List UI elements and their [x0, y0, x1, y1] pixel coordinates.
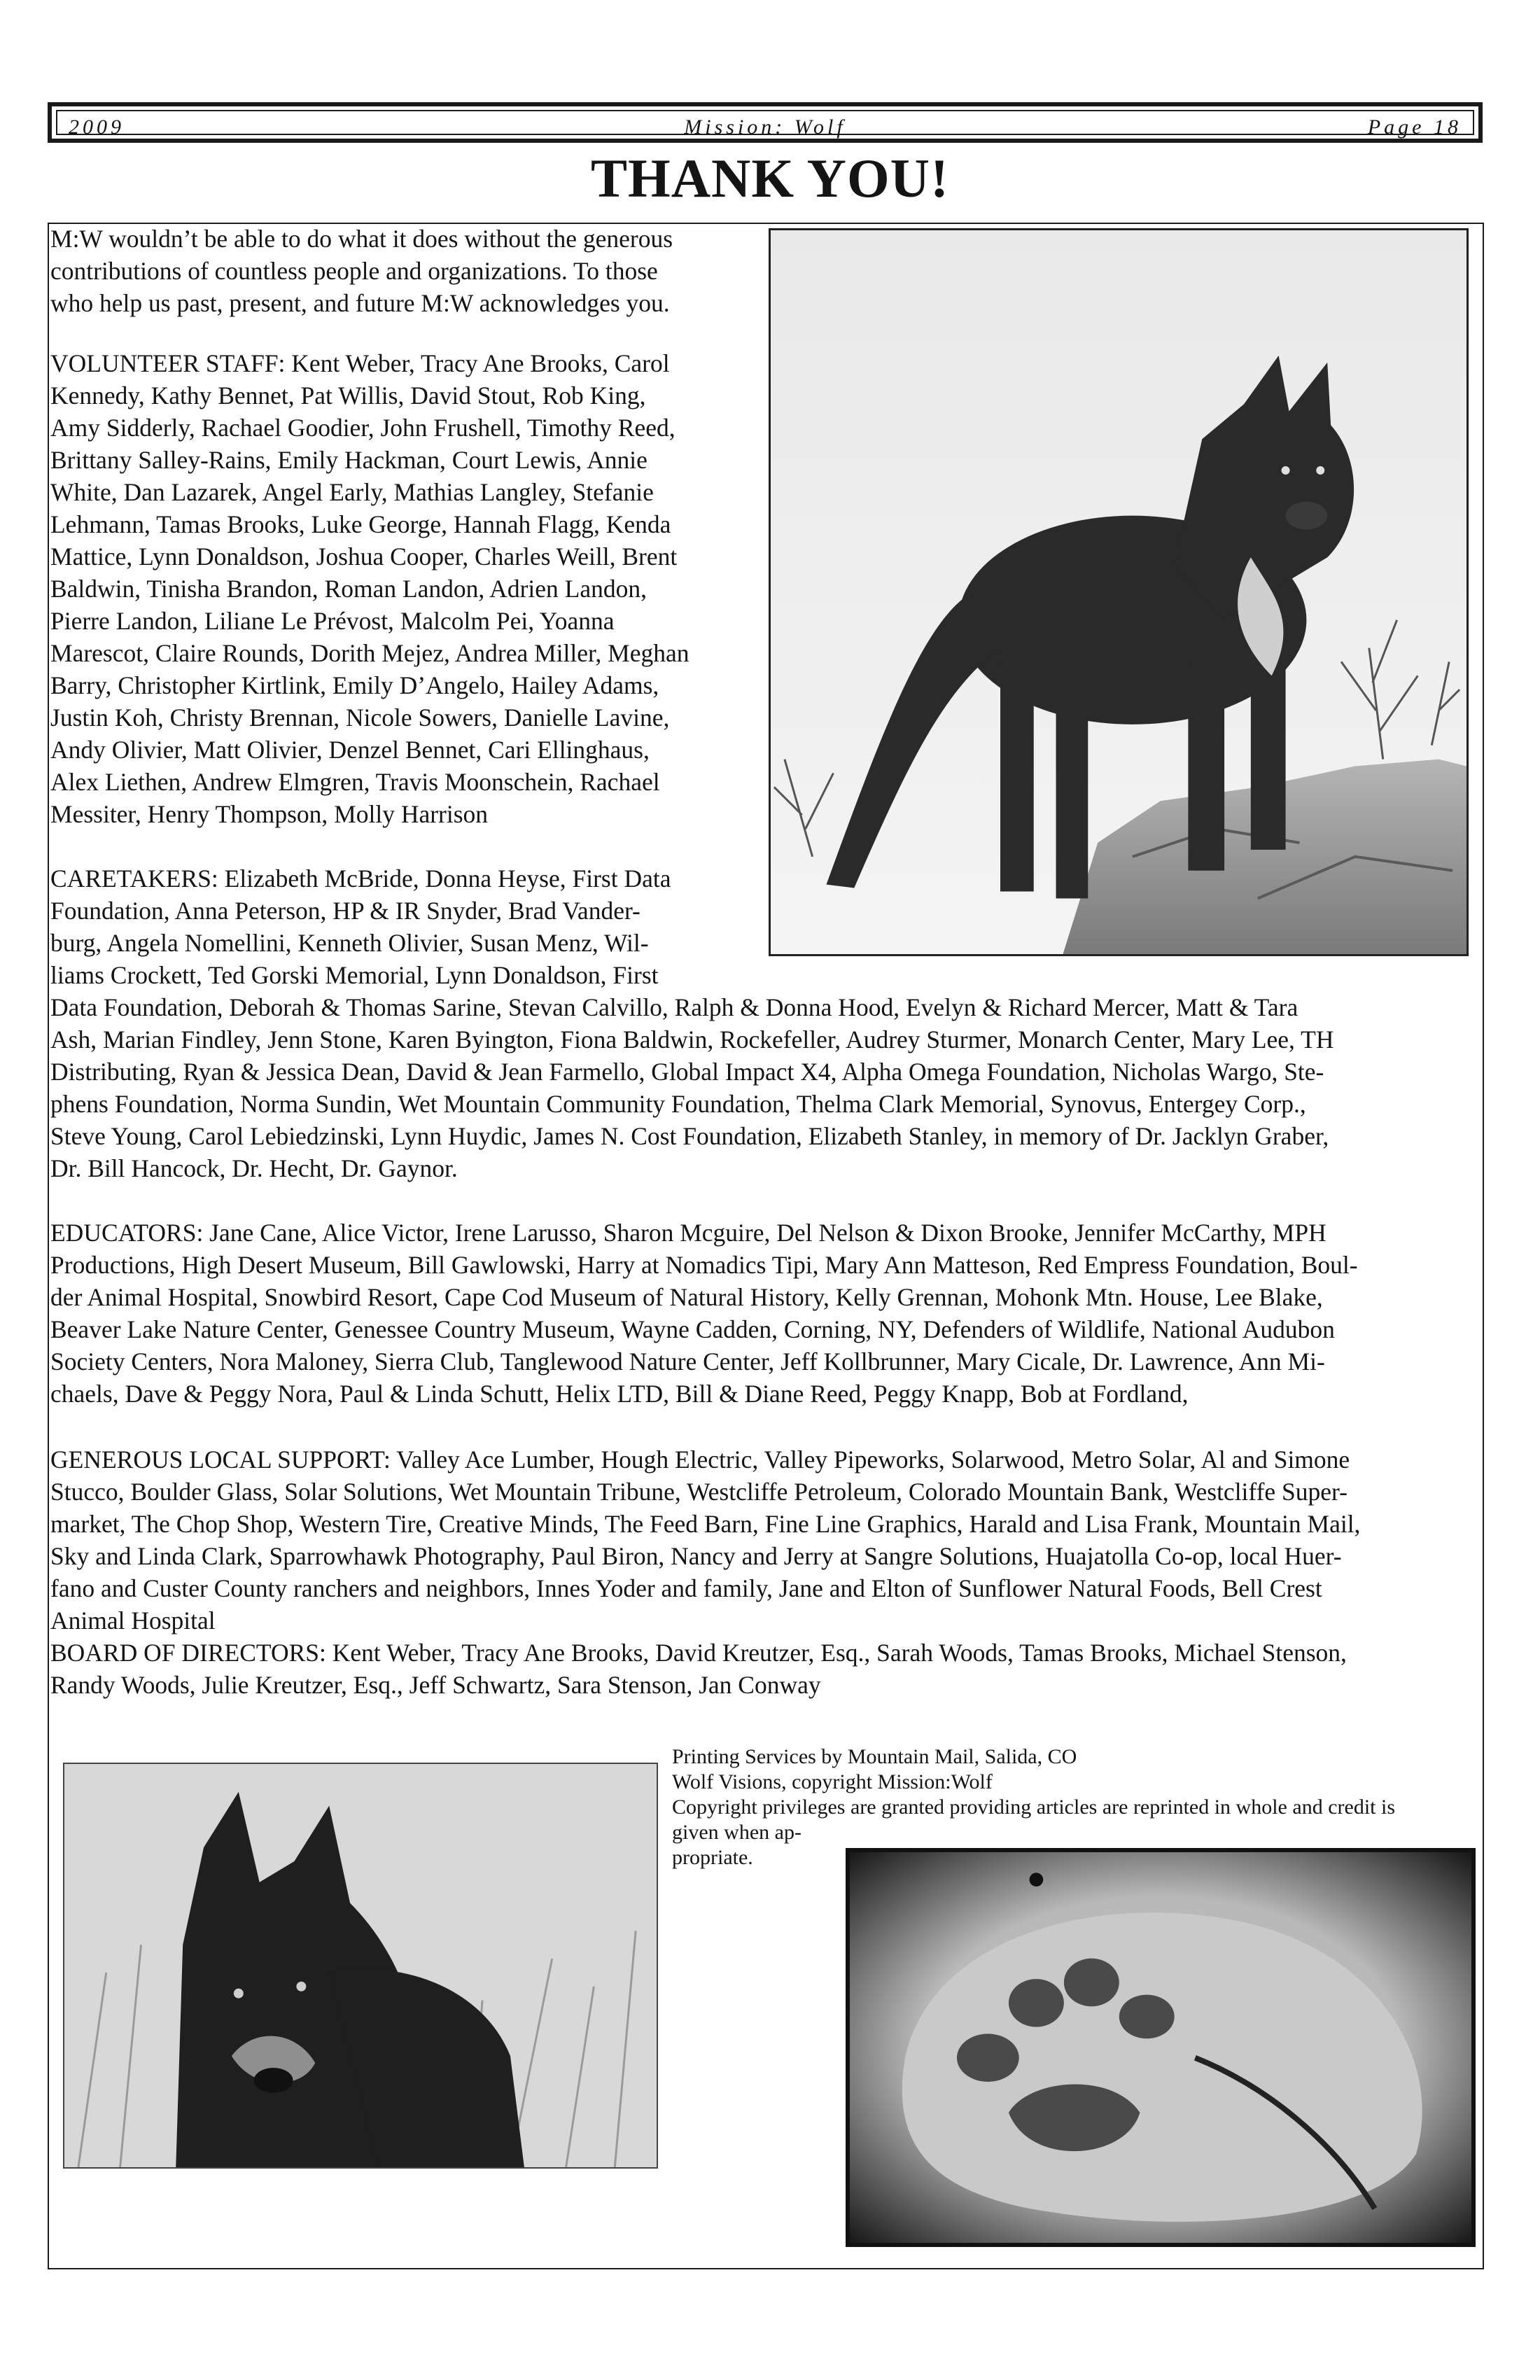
photo-credit: Wolf Visions, copyright Mission:Wolf: [672, 1770, 993, 1793]
local-support-line: fano and Custer County ranchers and neighbors, Innes Yoder and family, Jane and Elton of Sunflower Natural Foods, Bell Crest: [50, 1574, 1322, 1602]
board-of-directors-section: [50, 1637, 1471, 1701]
volunteer-line: Messiter, Henry Thompson, Molly Harrison: [50, 800, 489, 828]
local-support-section: [50, 1443, 1471, 1637]
volunteer-line: Andy Olivier, Matt Olivier, Denzel Bennet, Cari Ellinghaus,: [50, 736, 650, 764]
educators-line: EDUCATORS: Jane Cane, Alice Victor, Irene Larusso, Sharon Mcguire, Del Nelson & Dixon Brooke, Jennifer McCarthy, MPH: [50, 1219, 1326, 1247]
printing-credit: Printing Services by Mountain Mail, Salida, CO: [672, 1745, 1077, 1768]
caretakers-line: liams Crockett, Ted Gorski Memorial, Lynn Donaldson, First: [50, 961, 659, 989]
caretakers-section: [50, 862, 757, 991]
wolf-standing-photo: [769, 228, 1469, 956]
caretakers-line: Distributing, Ryan & Jessica Dean, David & Jean Farmello, Global Impact X4, Alpha Omega Foundation, Nicholas Wargo, Ste-: [50, 1058, 1324, 1086]
copyright-line: Copyright privileges are granted providing articles are reprinted in whole and credit is: [672, 1795, 1395, 1819]
page-title: THANK YOU!: [591, 148, 949, 209]
volunteer-line: White, Dan Lazarek, Angel Early, Mathias Langley, Stefanie: [50, 478, 654, 506]
volunteer-line: Marescot, Claire Rounds, Dorith Mejez, Andrea Miller, Meghan: [50, 639, 690, 667]
volunteer-line: Amy Sidderly, Rachael Goodier, John Frushell, Timothy Reed,: [50, 414, 676, 442]
caretakers-line: phens Foundation, Norma Sundin, Wet Mountain Community Foundation, Thelma Clark Memorial, Synovus, Entergey Corp.,: [50, 1090, 1306, 1118]
educators-line: der Animal Hospital, Snowbird Resort, Cape Cod Museum of Natural History, Kelly Grennan, Mohonk Mtn. House, Lee Blake,: [50, 1283, 1323, 1311]
educators-line: Society Centers, Nora Maloney, Sierra Club, Tanglewood Nature Center, Jeff Kollbrunner, Mary Cicale, Dr. Lawrence, Ann Mi-: [50, 1348, 1325, 1376]
volunteer-line: Barry, Christopher Kirtlink, Emily D’Angelo, Hailey Adams,: [50, 671, 659, 699]
caretakers-line: Dr. Bill Hancock, Dr. Hecht, Dr. Gaynor.: [50, 1154, 458, 1182]
volunteer-line: Alex Liethen, Andrew Elmgren, Travis Moonschein, Rachael: [50, 768, 660, 796]
volunteer-line: Lehmann, Tamas Brooks, Luke George, Hannah Flagg, Kenda: [50, 510, 671, 538]
local-support-line: Animal Hospital: [50, 1606, 216, 1634]
caretakers-line: Ash, Marian Findley, Jenn Stone, Karen Byington, Fiona Baldwin, Rockefeller, Audrey Sturmer, Monarch Center, Mary Lee, TH: [50, 1026, 1334, 1054]
header-publication: Mission: Wolf: [684, 115, 846, 139]
volunteer-line: Kennedy, Kathy Bennet, Pat Willis, David Stout, Rob King,: [50, 382, 646, 410]
volunteer-line: Brittany Salley-Rains, Emily Hackman, Court Lewis, Annie: [50, 446, 648, 474]
copyright-line: propriate.: [672, 1846, 753, 1869]
volunteer-line: Justin Koh, Christy Brennan, Nicole Sowers, Danielle Lavine,: [50, 704, 670, 732]
educators-line: Productions, High Desert Museum, Bill Gawlowski, Harry at Nomadics Tipi, Mary Ann Matteson, Red Empress Foundation, Boul-: [50, 1251, 1358, 1279]
educators-line: Beaver Lake Nature Center, Genessee Country Museum, Wayne Cadden, Corning, NY, Defenders of Wildlife, National Audubon: [50, 1315, 1335, 1343]
board-line: Randy Woods, Julie Kreutzer, Esq., Jeff Schwartz, Sara Stenson, Jan Conway: [50, 1671, 821, 1699]
caretakers-line: CARETAKERS: Elizabeth McBride, Donna Heyse, First Data: [50, 864, 671, 892]
paw-print-photo: [846, 1848, 1476, 2247]
local-support-line: GENEROUS LOCAL SUPPORT: Valley Ace Lumber, Hough Electric, Valley Pipeworks, Solarwood, Metro Solar, Al and Simone: [50, 1446, 1350, 1474]
intro-line: contributions of countless people and organizations. To those: [50, 257, 658, 285]
caretakers-line: Foundation, Anna Peterson, HP & IR Snyder, Brad Vander-: [50, 897, 640, 925]
intro-line: who help us past, present, and future M:W acknowledges you.: [50, 289, 670, 317]
volunteer-staff-section: [50, 347, 757, 830]
caretakers-line: Data Foundation, Deborah & Thomas Sarine, Stevan Calvillo, Ralph & Donna Hood, Evelyn & Richard Mercer, Matt & Tara: [50, 993, 1298, 1021]
header-inner-rule: [56, 110, 1474, 139]
volunteer-line: Pierre Landon, Liliane Le Prévost, Malcolm Pei, Yoanna: [50, 607, 615, 635]
header-year: 2009: [69, 115, 125, 139]
page-header: [48, 102, 1483, 143]
board-line: BOARD OF DIRECTORS: Kent Weber, Tracy Ane Brooks, David Kreutzer, Esq., Sarah Woods, Tamas Brooks, Michael Stenson,: [50, 1639, 1347, 1667]
volunteer-line: Baldwin, Tinisha Brandon, Roman Landon, Adrien Landon,: [50, 575, 647, 603]
wolf-portrait-photo: [63, 1763, 658, 2169]
intro-line: M:W wouldn’t be able to do what it does without the generous: [50, 225, 673, 253]
header-page-number: Page 18: [1367, 115, 1462, 139]
educators-line: chaels, Dave & Peggy Nora, Paul & Linda Schutt, Helix LTD, Bill & Diane Reed, Peggy Knapp, Bob at Fordland,: [50, 1380, 1189, 1408]
volunteer-line: Mattice, Lynn Donaldson, Joshua Cooper, Charles Weill, Brent: [50, 542, 678, 570]
local-support-line: Sky and Linda Clark, Sparrowhawk Photography, Paul Biron, Nancy and Jerry at Sangre Solutions, Huajatolla Co-op, local Huer-: [50, 1542, 1342, 1570]
local-support-line: Stucco, Boulder Glass, Solar Solutions, Wet Mountain Tribune, Westcliffe Petroleum, Colorado Mountain Bank, Westcliffe Super-: [50, 1478, 1348, 1506]
copyright-line: given when ap-: [672, 1821, 802, 1844]
local-support-line: market, The Chop Shop, Western Tire, Creative Minds, The Feed Barn, Fine Line Graphics, Harald and Lisa Frank, Mountain Mail,: [50, 1510, 1361, 1538]
intro-paragraph: [50, 223, 757, 319]
volunteer-line: VOLUNTEER STAFF: Kent Weber, Tracy Ane Brooks, Carol: [50, 349, 670, 377]
educators-section: [50, 1217, 1471, 1410]
caretakers-line: burg, Angela Nomellini, Kenneth Olivier, Susan Menz, Wil-: [50, 929, 649, 957]
caretakers-line: Steve Young, Carol Lebiedzinski, Lynn Huydic, James N. Cost Foundation, Elizabeth Stanley, in memory of Dr. Jacklyn Graber,: [50, 1122, 1329, 1150]
caretakers-section-continued: [50, 991, 1471, 1184]
